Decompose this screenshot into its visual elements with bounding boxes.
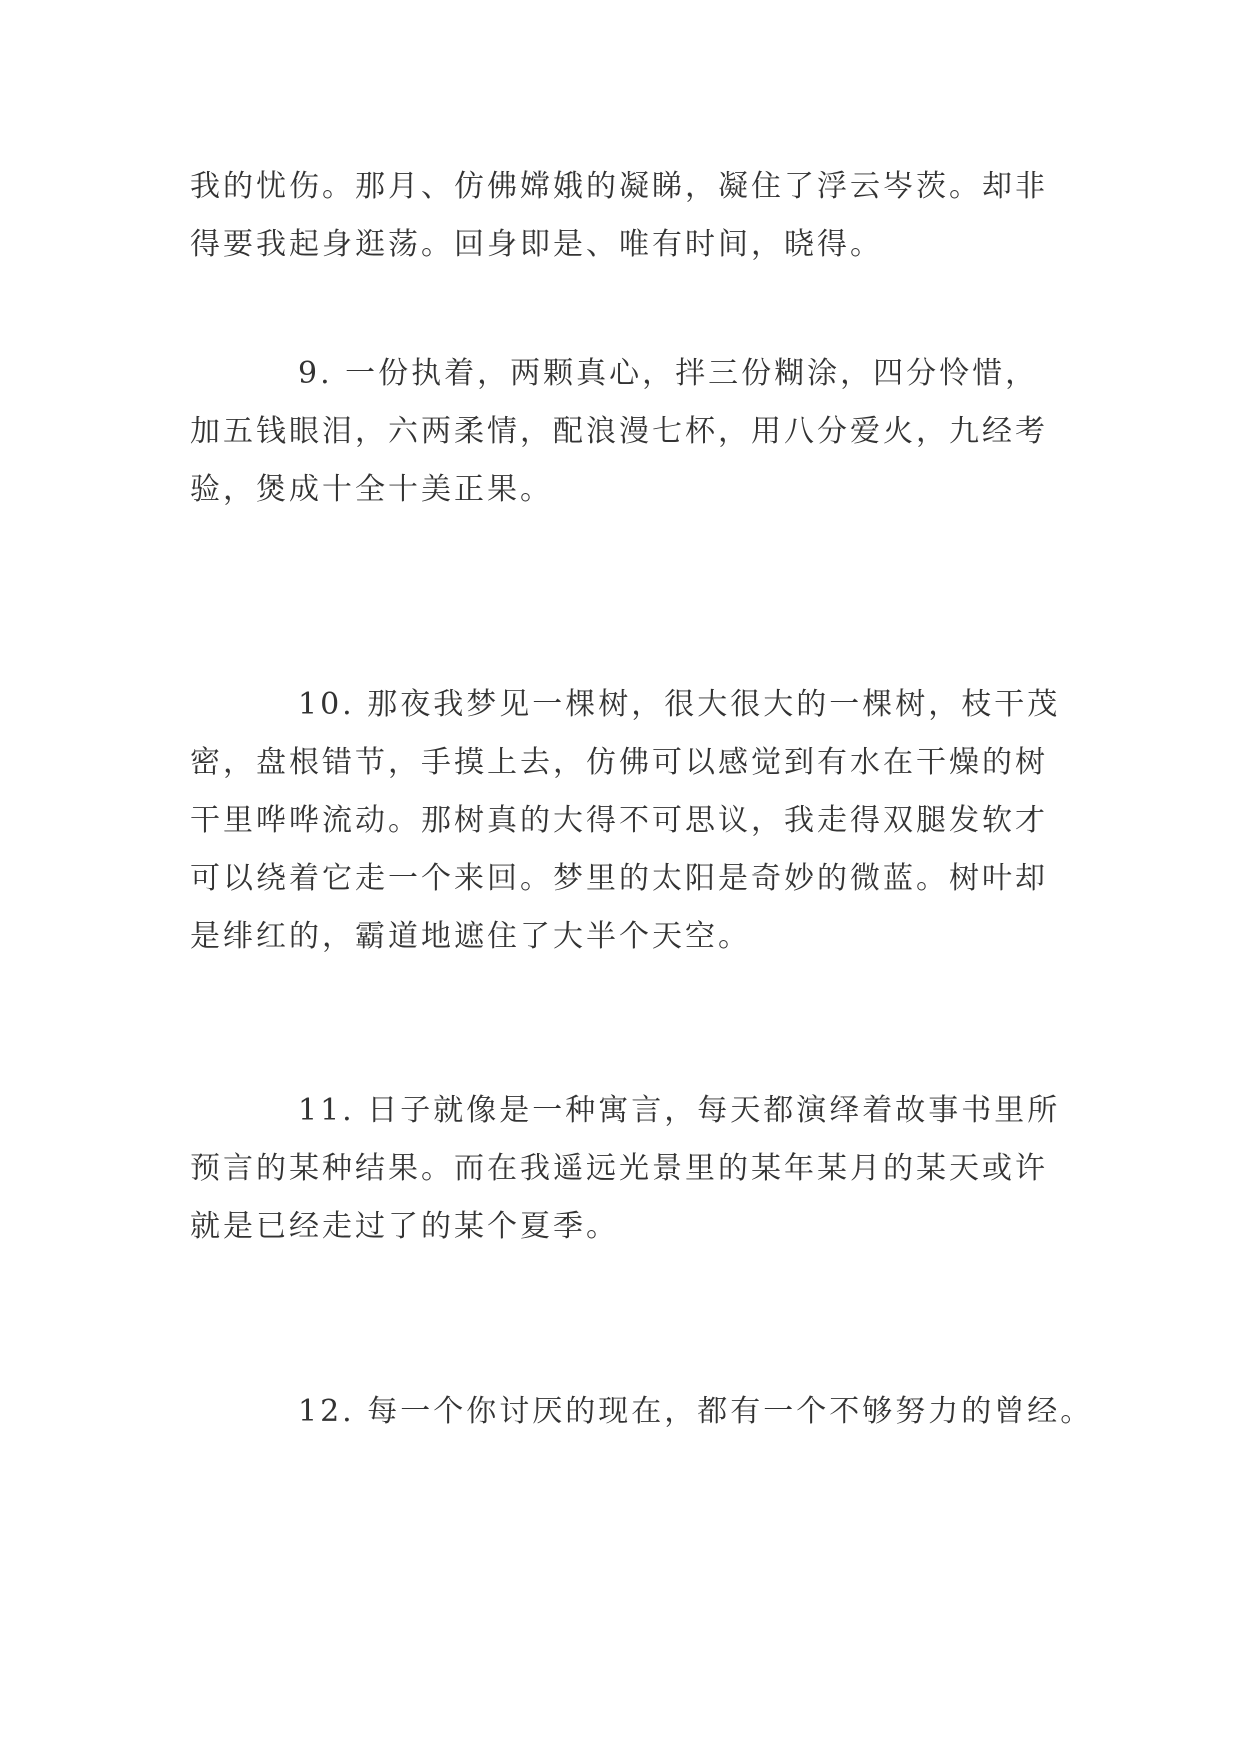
paragraph-8-continued <box>190 158 1070 274</box>
paragraph-line: 11. 日子就像是一种寓言，每天都演绎着故事书里所 <box>298 1093 1061 1128</box>
paragraph-line: 干里哗哗流动。那树真的大得不可思议，我走得双腿发软才 <box>190 803 1048 838</box>
paragraph-line: 9. 一份执着，两颗真心，拌三份糊涂，四分怜惜， <box>298 356 1039 391</box>
paragraph-line: 我的忧伤。那月、仿佛嫦娥的凝睇，凝住了浮云岑茨。却非 <box>190 169 1048 204</box>
paragraph-line: 可以绕着它走一个来回。梦里的太阳是奇妙的微蓝。树叶却 <box>190 861 1048 896</box>
paragraph-line: 预言的某种结果。而在我遥远光景里的某年某月的某天或许 <box>190 1151 1048 1186</box>
paragraph-line: 是绯红的，霸道地遮住了大半个天空。 <box>190 919 751 954</box>
paragraph-line: 10. 那夜我梦见一棵树，很大很大的一棵树，枝干茂 <box>298 687 1061 722</box>
paragraph-line: 验，煲成十全十美正果。 <box>190 472 553 507</box>
paragraph-12 <box>190 1383 1094 1441</box>
paragraph-9 <box>190 345 1070 519</box>
paragraph-line: 得要我起身逛荡。回身即是、唯有时间，晓得。 <box>190 227 883 262</box>
paragraph-line: 就是已经走过了的某个夏季。 <box>190 1209 619 1244</box>
paragraph-11 <box>190 1082 1070 1256</box>
paragraph-line: 密，盘根错节，手摸上去，仿佛可以感觉到有水在干燥的树 <box>190 745 1048 780</box>
paragraph-line: 加五钱眼泪，六两柔情，配浪漫七杯，用八分爱火，九经考 <box>190 414 1048 449</box>
paragraph-line: 12. 每一个你讨厌的现在，都有一个不够努力的曾经。 <box>298 1394 1094 1429</box>
paragraph-10 <box>190 676 1070 966</box>
